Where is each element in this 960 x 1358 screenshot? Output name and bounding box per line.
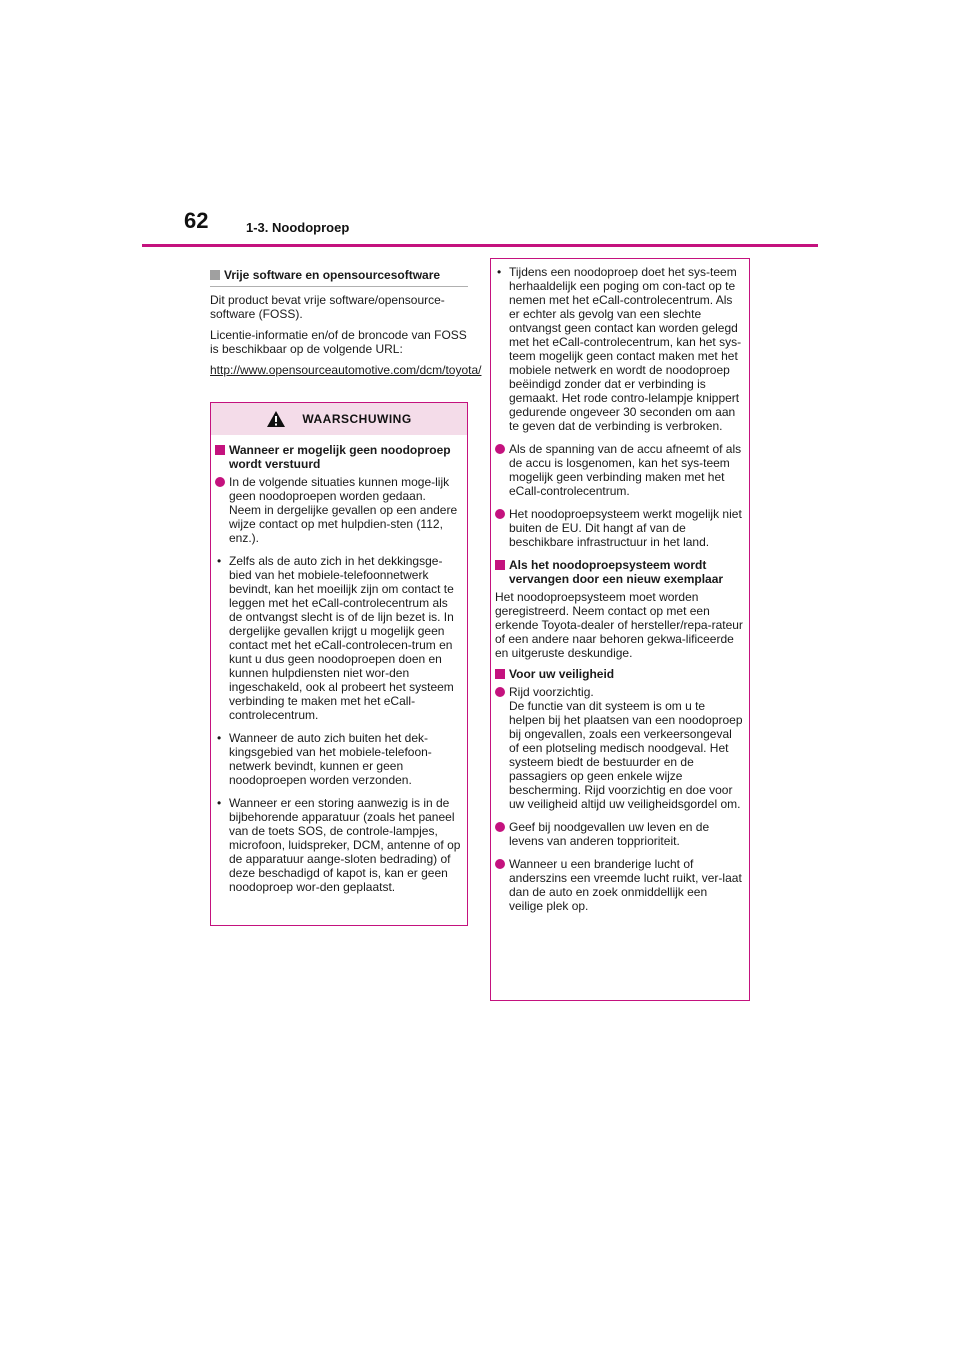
square-bullet-icon <box>215 445 225 455</box>
priority-bullet <box>495 820 743 848</box>
smell-bullet <box>495 857 743 913</box>
warning-intro-text: In de volgende situaties kunnen moge-lijk geen noodoproepen worden gedaan. Neem in dergelijke gevallen op een andere wijze contact op met hulpdien-sten (112, enz.). <box>229 475 458 545</box>
safety-heading <box>495 667 743 681</box>
replace-heading <box>495 558 743 586</box>
warning-subheading <box>215 443 461 471</box>
square-bullet-icon <box>495 560 505 570</box>
warning-title: WAARSCHUWING <box>302 412 412 426</box>
circle-bullet-icon <box>495 859 505 869</box>
square-bullet-icon <box>210 270 220 280</box>
square-bullet-icon <box>495 669 505 679</box>
foss-paragraph-1: Dit product bevat vrije software/opensource-software (FOSS). <box>210 293 445 321</box>
foss-heading-text: Vrije software en opensourcesoftware <box>224 268 441 282</box>
section-title: 1-3. Noodoproep <box>246 220 350 235</box>
list-item-text: Zelfs als de auto zich in het dekkingsge-bied van het mobiele-telefoonnetwerk bevindt, kan het moeilijk zijn om contact te leggen met het eCall-controlecentrum als de ontvangst slecht is of de lijn bezet is. In dergelijke gevallen krijgt u mogelijk geen contact met het eCall-controlecen-trum en kunt u dus geen noodoproepen doen en kunnen hulpdiensten niet wor-den ingeschakeld, ook al probeert het systeem verbinding te maken met het eCall-controlecentrum. <box>229 554 454 722</box>
safety-line-1: Rijd voorzichtig. <box>509 685 594 699</box>
circle-bullet-icon <box>495 444 505 454</box>
eu-bullet-text: Het noodoproepsysteem werkt mogelijk niet buiten de EU. Dit hangt af van de beschikbare infrastructuur in het land. <box>509 507 742 549</box>
smell-bullet-text: Wanneer u een branderige lucht of anderszins een vreemde lucht ruikt, ver-laat dan de auto en zoek onmiddellijk een veilige plek op. <box>509 857 742 913</box>
left-column <box>210 268 482 383</box>
priority-bullet-text: Geef bij noodgevallen uw leven en de levens van anderen topprioriteit. <box>509 820 710 848</box>
eu-bullet <box>495 507 743 549</box>
warning-intro <box>215 475 461 545</box>
warning-header <box>211 403 467 435</box>
replace-paragraph: Het noodoproepsysteem moet worden geregistreerd. Neem contact op met een erkende Toyota-dealer of hersteller/repa-rateur of een andere naar behoren gekwa-lificeerde en uitgeruste deskundige. <box>495 590 743 660</box>
battery-bullet-text: Als de spanning van de accu afneemt of als de accu is losgenomen, kan het sys-teem mogelijk geen verbinding maken met het eCall-controlecentrum. <box>509 442 742 498</box>
list-item <box>215 796 461 894</box>
safety-text: De functie van dit systeem is om u te helpen bij het plaatsen van een noodoproep bij ongevallen, zoals een verkeersongeval of een plotseling medisch noodgeval. Het systeem biedt de bestuurder en de passagiers op geen enkele wijze bescherming. Rijd voorzichtig en doe voor uw veiligheid altijd uw veiligheidsgordel om. <box>509 699 743 811</box>
circle-bullet-icon <box>495 509 505 519</box>
list-item <box>215 731 461 787</box>
replace-heading-text: Als het noodoproepsysteem wordt vervangen door een nieuw exemplaar <box>509 558 724 586</box>
safety-bullet <box>495 685 743 811</box>
warning-triangle-icon <box>266 410 286 428</box>
dot-bullet-icon: • <box>217 554 222 568</box>
foss-url-link[interactable]: http://www.opensourceautomotive.com/dcm/toyota/ <box>210 363 482 377</box>
dot-bullet-icon: • <box>217 731 222 745</box>
circle-bullet-icon <box>215 477 225 487</box>
list-item <box>215 554 461 722</box>
dot-bullet-icon: • <box>217 796 222 810</box>
right-column-box <box>490 258 750 1001</box>
foss-heading <box>210 268 468 287</box>
circle-bullet-icon <box>495 822 505 832</box>
warning-box <box>210 402 468 926</box>
list-item-text: Tijdens een noodoproep doet het sys-teem herhaaldelijk een poging om con-tact op te nemen met het eCall-controlecentrum. Als er echter als gevolg van een slechte ontvangst geen contact kan worden gelegd met het eCall-controlecentrum, kan het sys-teem mogelijk geen contact maken met het mobiele netwerk en wordt de noodoproep beëindigd zonder dat er verbinding is gemaakt. Het rode contro-lelampje knippert gedurende ongeveer 30 seconden om aan te geven dat de verbinding is verbroken. <box>509 265 742 433</box>
safety-heading-text: Voor uw veiligheid <box>509 667 615 681</box>
circle-bullet-icon <box>495 687 505 697</box>
battery-bullet <box>495 442 743 498</box>
list-item-text: Wanneer er een storing aanwezig is in de bijbehorende apparatuur (zoals het paneel van de toets SOS, de controle-lampjes, microfoon, luidspreker, DCM, antenne of op de apparatuur aange-sloten bedrading) of deze beschadigd of kapot is, kan er geen noodoproep wor-den geplaatst. <box>229 796 461 894</box>
list-item <box>495 265 743 433</box>
page-number: 62 <box>184 208 209 233</box>
foss-paragraph-2: Licentie-informatie en/of de broncode van FOSS is beschikbaar op de volgende URL: <box>210 328 467 356</box>
header-rule <box>142 244 818 247</box>
warning-subheading-text: Wanneer er mogelijk geen noodoproep wordt verstuurd <box>229 443 451 471</box>
dot-bullet-icon: • <box>497 265 502 279</box>
list-item-text: Wanneer de auto zich buiten het dek-kingsgebied van het mobiele-telefoon-netwerk bevindt, kunnen er geen noodoproepen worden verzonden. <box>229 731 432 787</box>
